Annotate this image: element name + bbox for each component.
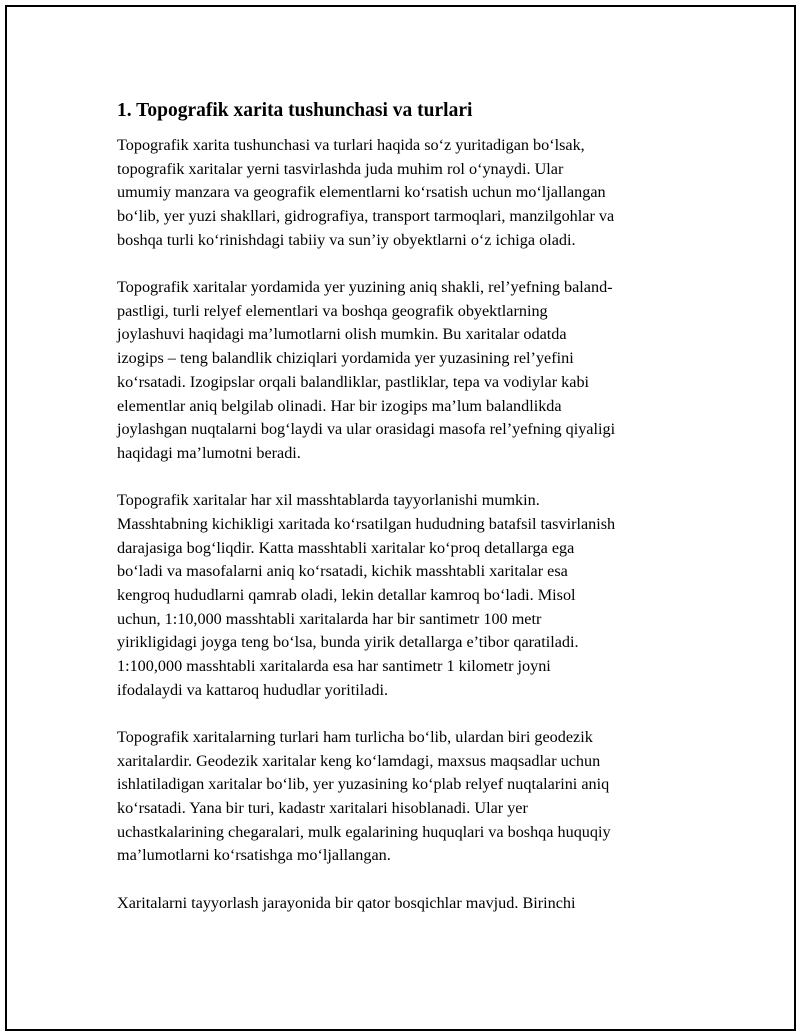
body-paragraph: [117, 892, 692, 916]
page-frame: [5, 5, 796, 1031]
paragraph-line: ishlatiladigan xaritalar bo‘lib, yer yuzasining ko‘plab relyef nuqtalarini aniq: [117, 775, 610, 794]
paragraph-line: joylashuvi haqidagi ma’lumotlarni olish mumkin. Bu xaritalar odatda: [117, 325, 567, 344]
paragraph-line: ma’lumotlarni ko‘rsatishga mo‘ljallangan.: [117, 846, 391, 865]
paragraph-line: joylashgan nuqtalarni bog‘laydi va ular orasidagi masofa rel’yefning qiyaligi: [117, 420, 616, 439]
paragraph-line: uchun, 1:10,000 masshtabli xaritalarda har bir santimetr 100 metr: [117, 609, 542, 628]
paragraph-line: 1:100,000 masshtabli xaritalarda esa har santimetr 1 kilometr joyni: [117, 657, 551, 676]
paragraph-line: Topografik xaritalar yordamida yer yuzining aniq shakli, rel’yefning baland-: [117, 278, 613, 297]
paragraph-line: ko‘rsatadi. Izogipslar orqali balandliklar, pastliklar, tepa va vodiylar kabi: [117, 372, 590, 391]
paragraph-line: uchastkalarining chegaralari, mulk egalarining huquqlari va boshqa huquqiy: [117, 822, 611, 841]
body-paragraph: [117, 726, 692, 868]
paragraph-line: kengroq hududlarni qamrab oladi, lekin detallar kamroq bo‘ladi. Misol: [117, 585, 576, 604]
paragraph-line: elementlar aniq belgilab olinadi. Har bir izogips ma’lum balandlikda: [117, 396, 562, 415]
paragraph-line: bo‘lib, yer yuzi shakllari, gidrografiya, transport tarmoqlari, manzilgohlar va: [117, 207, 615, 226]
paragraph-line: topografik xaritalar yerni tasvirlashda juda muhim rol o‘ynaydi. Ular: [117, 159, 564, 178]
section-heading: 1. Topografik xarita tushunchasi va turlari: [117, 100, 473, 121]
paragraph-line: umumiy manzara va geografik elementlarni ko‘rsatish uchun mo‘ljallangan: [117, 183, 606, 202]
paragraph-line: bo‘ladi va masofalarni aniq ko‘rsatadi, kichik masshtabli xaritalar esa: [117, 562, 568, 581]
paragraph-line: ifodalaydi va kattaroq hududlar yoritiladi.: [117, 680, 389, 699]
paragraph-line: Topografik xarita tushunchasi va turlari haqida so‘z yuritadigan bo‘lsak,: [117, 136, 585, 154]
paragraph-line: xaritalardir. Geodezik xaritalar keng ko‘lamdagi, maxsus maqsadlar uchun: [117, 751, 601, 770]
paragraph-line: boshqa turli ko‘rinishdagi tabiiy va sun’iy obyektlarni o‘z ichiga oladi.: [117, 230, 576, 249]
body-paragraph: [117, 489, 692, 702]
paragraph-line: pastligi, turli relyef elementlari va boshqa geografik obyektlarning: [117, 301, 548, 320]
document-body: [117, 99, 692, 939]
paragraph-line: Xaritalarni tayyorlash jarayonida bir qator bosqichlar mavjud. Birinchi: [117, 893, 576, 912]
paragraph-line: yirikligidagi joyga teng bo‘lsa, bunda yirik detallarga e’tibor qaratiladi.: [117, 633, 579, 652]
paragraph-line: Masshtabning kichikligi xaritada ko‘rsatilgan hududning batafsil tasvirlanish: [117, 514, 616, 533]
paragraph-line: Topografik xaritalarning turlari ham turlicha bo‘lib, ulardan biri geodezik: [117, 727, 593, 746]
paragraph-line: haqidagi ma’lumotni beradi.: [117, 443, 301, 462]
paragraph-container: [117, 134, 692, 915]
paragraph-line: Topografik xaritalar har xil masshtablarda tayyorlanishi mumkin.: [117, 491, 540, 510]
paragraph-line: darajasiga bog‘liqdir. Katta masshtabli xaritalar ko‘proq detallarga ega: [117, 538, 575, 557]
paragraph-line: izogips – teng balandlik chiziqlari yordamida yer yuzasining rel’yefini: [117, 349, 574, 368]
body-paragraph: [117, 134, 692, 253]
body-paragraph: [117, 276, 692, 466]
paragraph-line: ko‘rsatadi. Yana bir turi, kadastr xaritalari hisoblanadi. Ular yer: [117, 799, 528, 818]
